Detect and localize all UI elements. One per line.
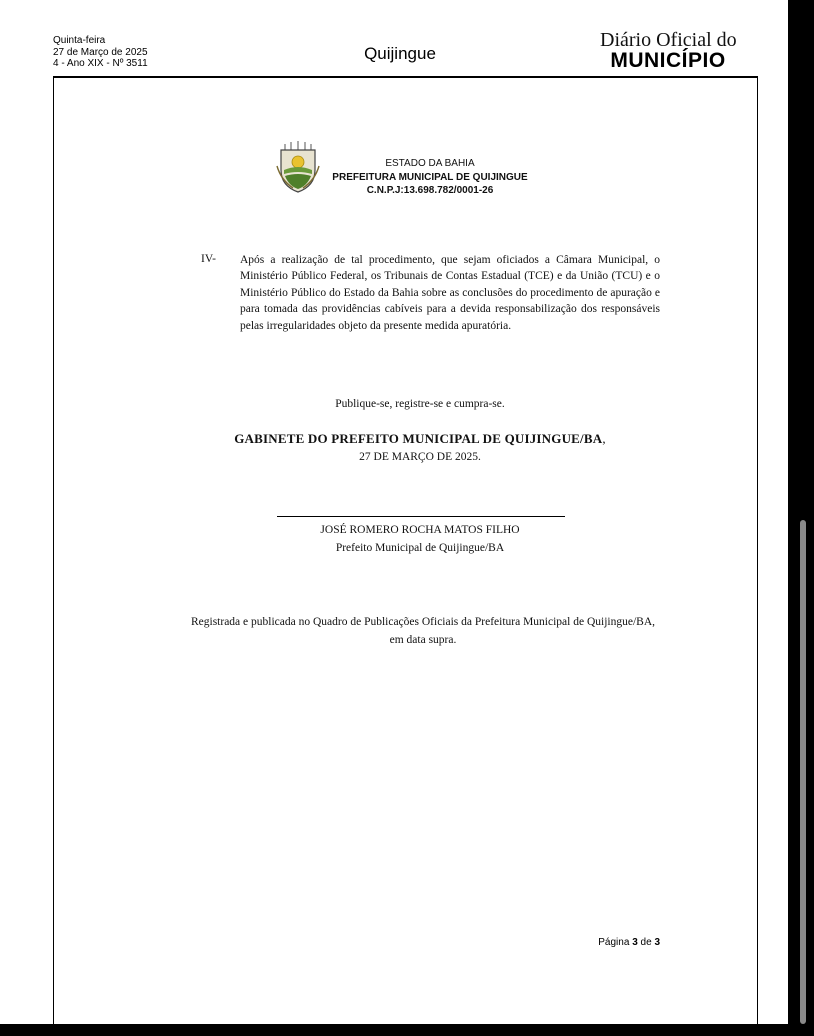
gabinete-text: GABINETE DO PREFEITO MUNICIPAL DE QUIJINGUE/BA (234, 431, 603, 446)
document-date: 27 DE MARÇO DE 2025. (359, 451, 481, 463)
content-frame (53, 76, 758, 1036)
page-total: 3 (654, 937, 660, 948)
signatory-role: Prefeito Municipal de Quijingue/BA (335, 542, 505, 554)
header-city: Quijingue (364, 44, 436, 63)
page-label: Página (598, 937, 630, 948)
brand-bottom-text: MUNICÍPIO (610, 49, 726, 72)
gabinete-punct: , (602, 431, 606, 446)
registration-note: Registrada e publicada no Quadro de Publicações Oficiais da Prefeitura Municipal de Quijingue/BA, em data supra. (190, 616, 655, 646)
item-number: IV- (201, 253, 216, 265)
page-of: de (640, 937, 652, 948)
municipal-crest-icon (275, 140, 321, 194)
item-paragraph: Após a realização de tal procedimento, que sejam oficiados a Câmara Municipal, o Ministério Público Federal, os Tribunais de Contas Estadual (TCE) e da União (TCU) e o Ministério Público do Estado da Bahia sobre as conclusões do procedimento de apuração e para tomada das providências cabíveis para a devida responsabilização dos responsáveis pelas irregularidades objeto da presente medida apuratória. (240, 254, 660, 332)
publique-line: Publique-se, registre-se e cumpra-se. (335, 398, 505, 410)
institution-block (325, 157, 535, 198)
signatory-name: JOSÉ ROMERO ROCHA MATOS FILHO (320, 524, 520, 536)
institution-cnpj: C.N.P.J:13.698.782/0001-26 (366, 185, 494, 196)
page-current: 3 (632, 937, 638, 948)
institution-name: PREFEITURA MUNICIPAL DE QUIJINGUE (332, 171, 528, 183)
institution-state: ESTADO DA BAHIA (385, 158, 475, 169)
brand-top-text: Diário Oficial do (600, 29, 737, 51)
header-meta (53, 35, 148, 70)
header-edition: 4 - Ano XIX - Nº 3511 (53, 58, 148, 69)
page-number (540, 937, 660, 948)
gabinete-line (160, 431, 680, 447)
brand-logo (600, 30, 736, 71)
header-weekday: Quinta-feira (53, 35, 106, 46)
signature-line (277, 516, 565, 517)
scrollbar-thumb[interactable] (800, 520, 806, 1024)
header-date: 27 de Março de 2025 (53, 46, 148, 58)
